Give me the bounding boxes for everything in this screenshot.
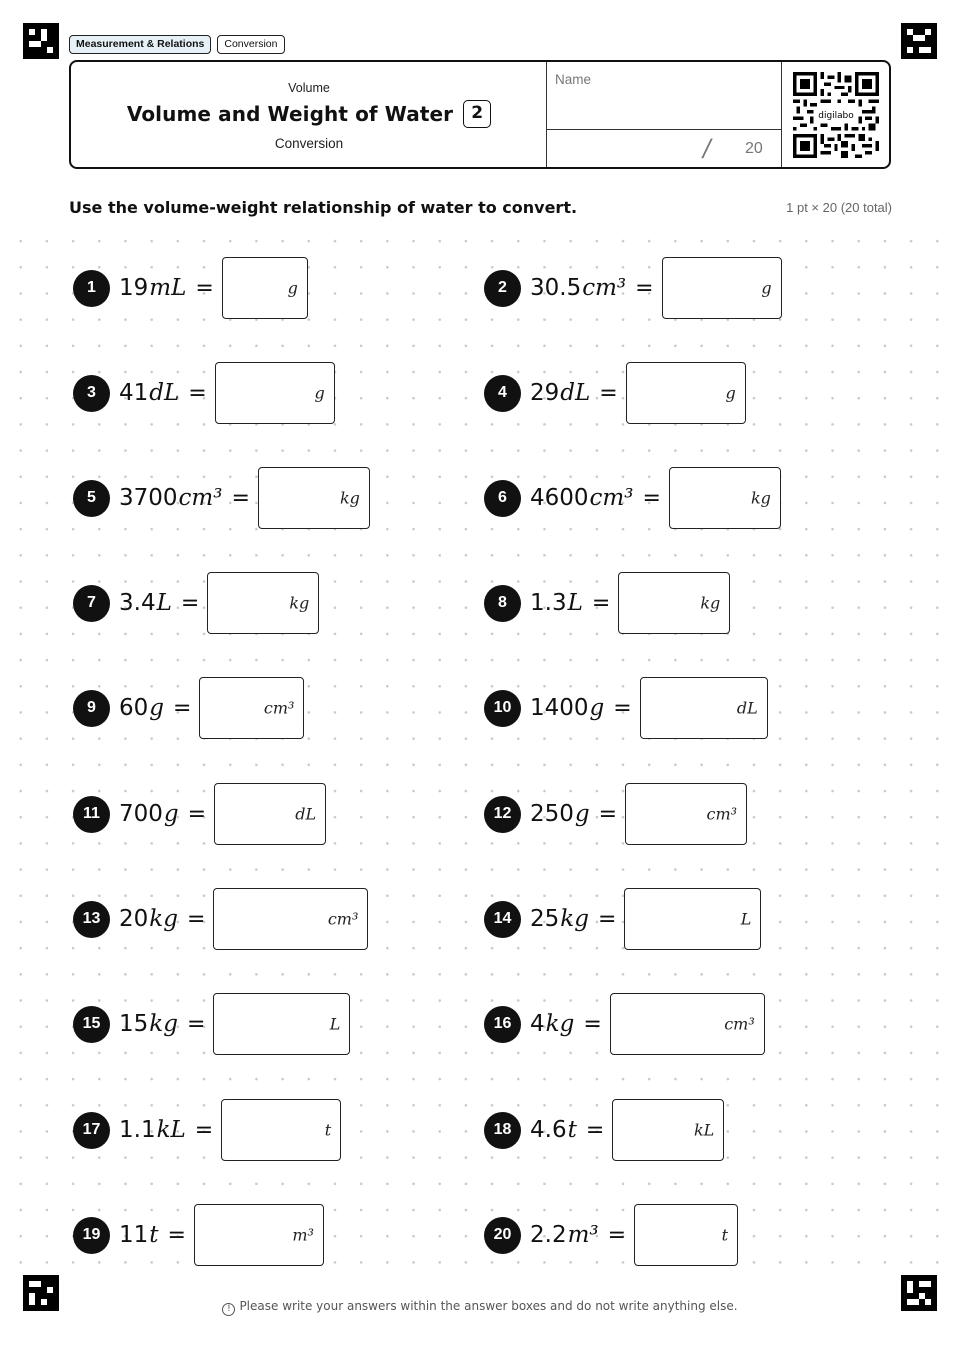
problem-value: 1400: [530, 695, 589, 721]
problem-unit: m³: [567, 1222, 599, 1248]
problem-number: 6: [484, 480, 521, 517]
worksheet-title: Volume and Weight of Water: [126, 102, 454, 126]
topic-tags: [69, 35, 285, 54]
equals-sign: =: [187, 801, 207, 827]
problem-expression: [119, 906, 178, 932]
equals-sign: =: [613, 695, 632, 721]
answer-box[interactable]: [634, 1204, 738, 1266]
problem-number: 12: [484, 796, 521, 833]
worksheet-number: 2: [463, 100, 491, 128]
problem-expression: [119, 1117, 186, 1143]
answer-box[interactable]: [624, 888, 761, 950]
equals-sign: =: [173, 695, 192, 721]
tag-subcategory: Conversion: [217, 35, 284, 54]
problem-4: [484, 361, 746, 425]
problem-value: 4600: [530, 485, 589, 511]
equals-sign: =: [599, 380, 618, 406]
problem-3: [73, 361, 335, 425]
problem-unit: t: [567, 1117, 577, 1143]
answer-unit: kg: [750, 488, 771, 508]
problem-number: 15: [73, 1006, 110, 1043]
points-info: 1 pt × 20 (20 total): [786, 200, 892, 215]
info-icon: !: [222, 1303, 235, 1316]
problem-unit: cm³: [178, 485, 223, 511]
answer-box[interactable]: [222, 257, 308, 319]
problem-expression: [530, 695, 604, 721]
answer-box[interactable]: [640, 677, 768, 739]
corner-marker-top-right: [901, 23, 937, 59]
tag-category: Measurement & Relations: [69, 35, 211, 54]
problem-unit: kL: [156, 1117, 186, 1143]
problem-number: 13: [73, 901, 110, 938]
problem-19: [73, 1203, 324, 1267]
problem-16: [484, 992, 765, 1056]
answer-unit: t: [324, 1120, 332, 1140]
equals-sign: =: [188, 380, 207, 406]
problem-unit: kg: [560, 906, 589, 932]
equals-sign: =: [231, 485, 250, 511]
problem-9: [73, 676, 304, 740]
title-block: [71, 62, 547, 167]
answer-box[interactable]: [258, 467, 370, 529]
problem-expression: [530, 275, 626, 301]
problem-11: [73, 782, 326, 846]
equals-sign: =: [642, 485, 661, 511]
problem-expression: [530, 1222, 599, 1248]
worksheet-header: [69, 60, 891, 169]
answer-box[interactable]: [213, 993, 350, 1055]
answer-box[interactable]: [214, 783, 326, 845]
divider: [546, 62, 547, 167]
problem-expression: [119, 695, 164, 721]
problem-number: 3: [73, 375, 110, 412]
problem-number: 2: [484, 270, 521, 307]
answer-box[interactable]: [213, 888, 368, 950]
answer-box[interactable]: [618, 572, 730, 634]
answer-unit: g: [761, 278, 772, 298]
answer-box[interactable]: [221, 1099, 341, 1161]
problem-number: 7: [73, 585, 110, 622]
answer-unit: cm³: [706, 804, 738, 824]
problem-unit: kg: [149, 906, 178, 932]
answer-box[interactable]: [625, 783, 747, 845]
answer-box[interactable]: [199, 677, 304, 739]
problem-expression: [530, 590, 583, 616]
problem-value: 4.6: [530, 1117, 567, 1143]
equals-sign: =: [180, 590, 200, 616]
answer-unit: cm³: [724, 1014, 755, 1034]
problem-value: 11: [119, 1222, 149, 1248]
problem-expression: [530, 1117, 577, 1143]
equals-sign: =: [585, 1117, 605, 1143]
qr-label: digilabo: [818, 110, 854, 121]
problem-5: [73, 466, 370, 530]
problem-value: 4: [530, 1011, 545, 1037]
problem-value: 1.1: [119, 1117, 156, 1143]
problem-number: 8: [484, 585, 521, 622]
problem-expression: [119, 801, 179, 827]
answer-box[interactable]: [207, 572, 319, 634]
answer-unit: dL: [295, 804, 317, 824]
problem-value: 2.2: [530, 1222, 567, 1248]
problem-expression: [530, 1011, 574, 1037]
answer-unit: kL: [693, 1120, 715, 1140]
problem-15: [73, 992, 350, 1056]
footer-note: [0, 1299, 960, 1316]
problem-unit: cm³: [589, 485, 634, 511]
title-row: [71, 100, 547, 128]
problem-14: [484, 887, 761, 951]
name-field-label: Name: [555, 72, 592, 87]
worksheet-type: Conversion: [274, 136, 344, 151]
problem-expression: [119, 590, 172, 616]
equals-sign: =: [195, 275, 214, 301]
problem-value: 1.3: [530, 590, 567, 616]
worksheet-subtitle: Volume: [288, 81, 330, 95]
problem-value: 60: [119, 695, 149, 721]
problem-expression: [530, 485, 633, 511]
equals-sign: =: [597, 906, 617, 932]
problem-10: [484, 676, 768, 740]
problem-number: 5: [73, 480, 110, 517]
answer-box[interactable]: [610, 993, 765, 1055]
instruction-text: Use the volume-weight relationship of water to convert.: [69, 198, 581, 217]
answer-unit: g: [314, 383, 325, 403]
problem-number: 4: [484, 375, 521, 412]
answer-box[interactable]: [612, 1099, 724, 1161]
answer-box[interactable]: [215, 362, 335, 424]
problem-value: 19: [119, 275, 149, 301]
problem-value: 3.4: [119, 590, 156, 616]
problem-18: [484, 1098, 724, 1162]
problem-unit: g: [149, 695, 165, 721]
problem-number: 16: [484, 1006, 521, 1043]
problem-expression: [119, 1011, 178, 1037]
problem-8: [484, 571, 730, 635]
problem-12: [484, 782, 747, 846]
problem-unit: kg: [149, 1011, 178, 1037]
equals-sign: =: [167, 1222, 186, 1248]
answer-unit: L: [740, 909, 752, 929]
problem-number: 10: [484, 690, 521, 727]
qr-code: [793, 72, 879, 158]
problem-expression: [530, 801, 590, 827]
equals-sign: =: [186, 906, 206, 932]
equals-sign: =: [635, 275, 654, 301]
problem-number: 19: [73, 1217, 110, 1254]
equals-sign: =: [186, 1011, 206, 1037]
problem-2: [484, 256, 782, 320]
answer-box[interactable]: [626, 362, 746, 424]
answer-unit: cm³: [263, 698, 295, 718]
problem-unit: dL: [560, 380, 591, 406]
corner-marker-top-left: [23, 23, 59, 59]
equals-sign: =: [591, 590, 611, 616]
problem-value: 41: [119, 380, 149, 406]
problem-value: 3700: [119, 485, 178, 511]
footer-background: [0, 1276, 960, 1358]
problem-expression: [119, 1222, 159, 1248]
problem-expression: [119, 485, 222, 511]
problem-unit: g: [163, 801, 179, 827]
answer-unit: g: [287, 278, 298, 298]
problem-number: 17: [73, 1112, 110, 1149]
equals-sign: =: [598, 801, 618, 827]
problem-13: [73, 887, 368, 951]
answer-unit: dL: [736, 698, 758, 718]
problem-1: [73, 256, 308, 320]
problem-expression: [119, 380, 179, 406]
answer-unit: L: [329, 1014, 341, 1034]
problem-value: 20: [119, 906, 149, 932]
problem-value: 30.5: [530, 275, 582, 301]
problem-17: [73, 1098, 341, 1162]
answer-box[interactable]: [194, 1204, 324, 1266]
answer-box[interactable]: [662, 257, 782, 319]
problem-value: 250: [530, 801, 574, 827]
problem-value: 700: [119, 801, 163, 827]
score-slash: /: [700, 134, 714, 162]
problem-value: 29: [530, 380, 560, 406]
equals-sign: =: [607, 1222, 627, 1248]
answer-unit: m³: [292, 1225, 314, 1245]
answer-unit: kg: [289, 593, 310, 613]
problem-7: [73, 571, 319, 635]
problem-unit: g: [574, 801, 590, 827]
problem-unit: t: [149, 1222, 159, 1248]
problem-expression: [530, 380, 590, 406]
answer-unit: t: [721, 1225, 729, 1245]
problem-unit: mL: [149, 275, 187, 301]
problem-number: 1: [73, 270, 110, 307]
problem-unit: cm³: [582, 275, 627, 301]
equals-sign: =: [583, 1011, 602, 1037]
problem-number: 20: [484, 1217, 521, 1254]
footer-text: Please write your answers within the answer boxes and do not write anything else.: [239, 1299, 738, 1313]
problem-unit: L: [567, 590, 583, 616]
answer-box[interactable]: [669, 467, 781, 529]
problem-unit: g: [589, 695, 605, 721]
problem-6: [484, 466, 781, 530]
divider: [546, 129, 781, 130]
problem-20: [484, 1203, 738, 1267]
problem-number: 9: [73, 690, 110, 727]
problem-number: 18: [484, 1112, 521, 1149]
divider: [781, 62, 782, 167]
answer-unit: g: [725, 383, 736, 403]
score-total: 20: [745, 140, 763, 157]
answer-unit: kg: [339, 488, 360, 508]
answer-unit: cm³: [327, 909, 359, 929]
problem-expression: [119, 275, 186, 301]
problem-number: 14: [484, 901, 521, 938]
problem-value: 15: [119, 1011, 149, 1037]
problem-number: 11: [73, 796, 110, 833]
answer-unit: kg: [700, 593, 721, 613]
problem-unit: L: [156, 590, 172, 616]
problem-unit: dL: [149, 380, 180, 406]
equals-sign: =: [194, 1117, 214, 1143]
problem-expression: [530, 906, 589, 932]
problem-value: 25: [530, 906, 560, 932]
problem-unit: kg: [545, 1011, 575, 1037]
